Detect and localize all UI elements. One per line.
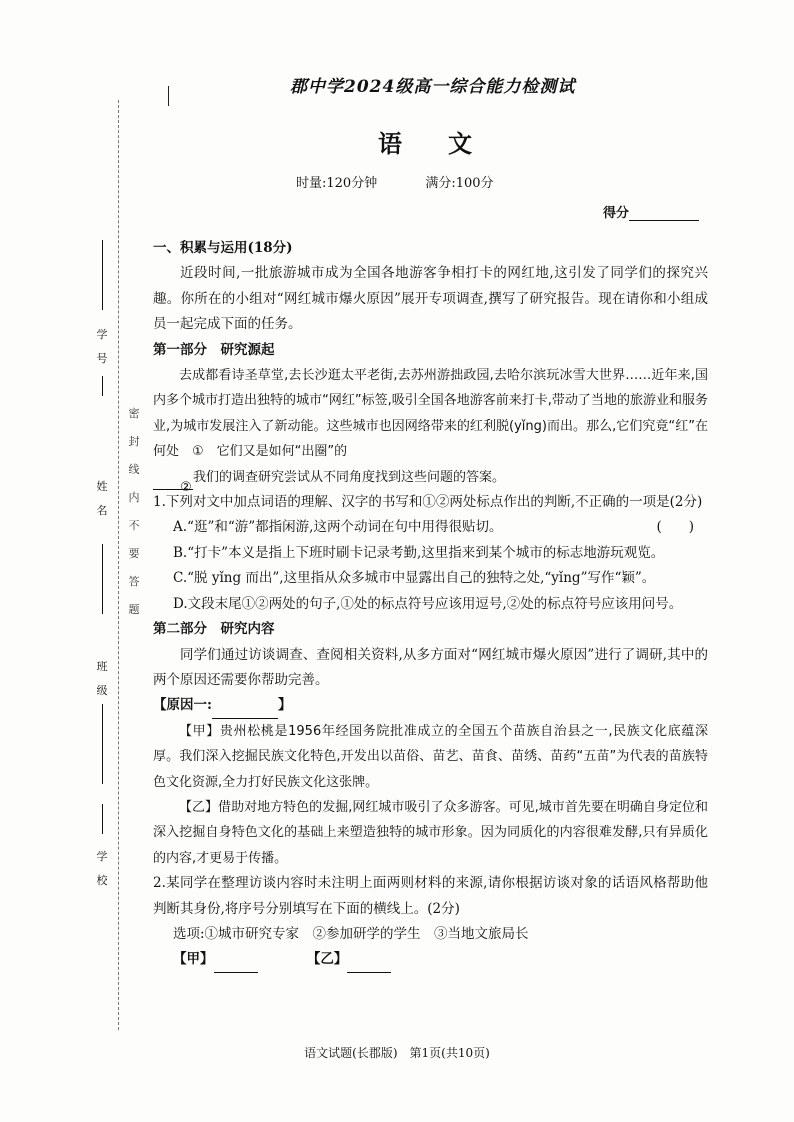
q1-answer-paren[interactable]: ( ): [656, 519, 694, 536]
blank-2[interactable]: [153, 475, 193, 496]
binding-line: [118, 100, 119, 1030]
part2-intro: 同学们通过访谈调查、查阅相关资料,从多方面对“网红城市爆火原因”进行了调研,其中的两个原因还需要你帮助完善。: [153, 646, 708, 688]
scan-mark: [168, 86, 169, 106]
q1-option-b[interactable]: B.“打卡”本义是指上下班时刷卡记录考勤,这里指来到某个城市的标志地游玩观览。: [173, 544, 665, 561]
class-blank: [92, 700, 112, 788]
q2-options: 选项:①城市研究专家 ②参加研学的学生 ③当地文旅局长: [173, 925, 529, 942]
name-blank: [92, 540, 112, 618]
exam-info: [296, 172, 538, 191]
student-id-field[interactable]: [92, 318, 112, 400]
section-heading: 一、积累与运用(18分): [153, 240, 293, 256]
q2-answers: [153, 947, 708, 972]
part1-heading: 第一部分 研究源起: [153, 341, 275, 358]
reason1-end: 】: [277, 697, 292, 714]
reason1-label: 【原因一:: [153, 697, 212, 714]
q2-jia-label: 【甲】: [173, 951, 214, 968]
q2-stem: 2.某同学在整理访谈内容时未注明上面两则材料的来源,请你根据访谈对象的话语风格帮助他判断其身份,将序号分别填写在下面的横线上。(2分): [153, 875, 708, 917]
part1-passage-text: 去成都看诗圣草堂,去长沙逛太平老街,去苏州游拙政园,去哈尔滨玩冰雪大世界……近年来,国内多个城市打造出独特的城市“网红”标签,吸引全国各地游客前来打卡,带动了当地的旅游业和服务业,为城市发展注入了新动能。这些城市也因网络带来的红利脱(yǐng)而出。那么,它们究竟“红”在何处 ① 它们又是如何“出圈”的: [153, 368, 708, 460]
student-id-label: 学 号: [96, 328, 108, 365]
q1-option-d[interactable]: D.文段末尾①②两处的句子,①处的标点符号应该用逗号,②处的标点符号应该用问号。: [173, 595, 683, 612]
class-label: 班 级: [96, 660, 108, 697]
school-blank: [92, 800, 112, 838]
school-field[interactable]: [92, 840, 112, 898]
subject-title: 语文: [378, 129, 518, 158]
part1-passage: [153, 363, 708, 496]
q1-stem-text: 1.下列对文中加点词语的理解、汉字的书写和①②两处标点作出的判断,不正确的一项是(2分): [153, 494, 703, 511]
exam-content: [153, 236, 708, 973]
school-label: 学 校: [96, 850, 108, 887]
q2-yi-label: 【乙】: [306, 951, 348, 968]
q2-jia-blank[interactable]: [214, 958, 258, 973]
name-label: 姓 名: [96, 480, 108, 517]
score-blank[interactable]: [629, 208, 699, 221]
material-yi: 【乙】借助对地方特色的发掘,网红城市吸引了众多游客。可见,城市首先要在明确自身定位和深入挖掘自身特色文化的基础上来塑造独特的城市形象。因为同质化的内容很难发酵,只有异质化的内容,才更易于传播。: [153, 799, 708, 866]
q2-yi-blank[interactable]: [347, 958, 391, 973]
reason1: [153, 693, 708, 718]
q1-option-a[interactable]: A.“逛”和“游”都指闲游,这两个动词在句中用得很贴切。: [173, 519, 503, 536]
section-intro: 近段时间,一批旅游城市成为全国各地游客争相打卡的网红地,这引发了同学们的探究兴趣。你所在的小组对“网红城市爆火原因”展开专项调查,撰写了研究报告。现在请你和小组成员一起完成下面的任务。: [153, 265, 708, 333]
reason1-blank[interactable]: [212, 704, 278, 719]
name-field[interactable]: [92, 470, 112, 528]
full-score: 满分:100分: [425, 176, 494, 191]
page-footer: 语文试题(长郡版) 第1页(共10页): [304, 1046, 490, 1060]
blank-2-marker: ②: [180, 480, 192, 496]
score-box[interactable]: [603, 202, 699, 221]
part2-heading: 第二部分 研究内容: [153, 621, 275, 638]
part1-passage-end: 我们的调查研究尝试从不同角度找到这些问题的答案。: [193, 469, 506, 485]
time-limit: 时量:120分钟: [296, 176, 378, 191]
exam-title: 郡中学2024级高一综合能力检测试: [290, 77, 576, 97]
seal-text: 密 封 线 内 不 要 答 题: [128, 407, 140, 616]
score-label: 得分: [603, 206, 630, 221]
material-jia: 【甲】贵州松桃是1956年经国务院批准成立的全国五个苗族自治县之一,民族文化底蕴深厚。我们深入挖掘民族文化特色,开发出以苗俗、苗艺、苗食、苗绣、苗药“五苗”为代表的苗族特色文化资源,全力打好民族文化这张牌。: [153, 723, 708, 790]
q1-option-c[interactable]: C.“脱 yǐng 而出”,这里指从众多城市中显露出自己的独特之处,“yǐng”写作“颖”。: [173, 570, 656, 587]
student-id-blank: [92, 236, 112, 314]
